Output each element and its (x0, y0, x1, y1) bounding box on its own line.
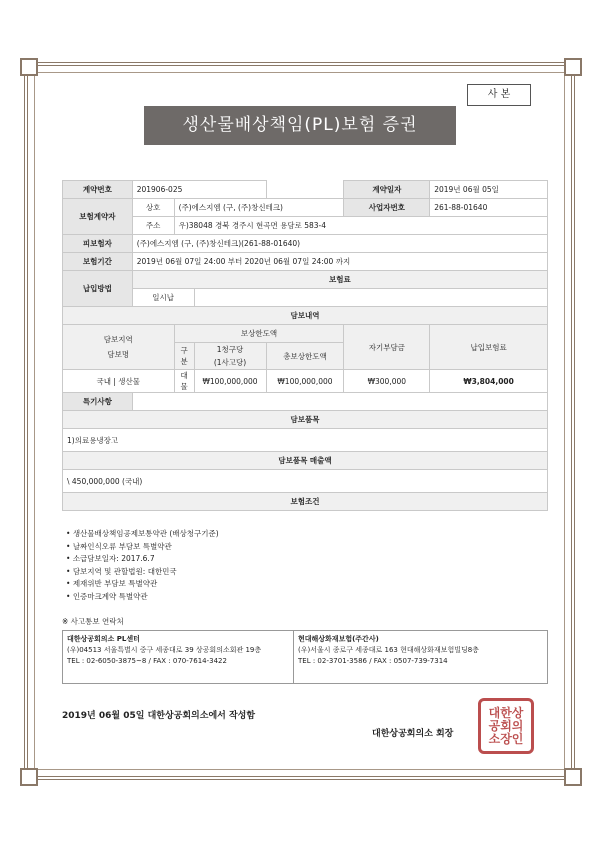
products-section-header: 담보품목 (63, 411, 548, 429)
contact-right-tel: TEL : 02-3701-3586 / FAX : 0507-739-7314 (298, 657, 448, 665)
contract-no-value: 201906-025 (132, 181, 266, 199)
contact-left-address: (우)04513 서울특별시 중구 세종대로 39 상공회의소회관 19층 (67, 646, 262, 654)
per-claim-value: ₩100,000,000 (194, 370, 266, 393)
contract-date-value: 2019년 06월 05일 (430, 181, 548, 199)
coverage-region-value: 국내 | 생산물 (63, 370, 175, 393)
deductible-value: ₩300,000 (344, 370, 430, 393)
contact-right-name: 현대해상화재보험(주간사) (298, 635, 379, 643)
total-limit-header: 총보상한도액 (266, 343, 344, 370)
contact-left-name: 대한상공회의소 PL센터 (67, 635, 140, 643)
premium-paid-header: 납입보험료 (430, 325, 548, 370)
corner-ornament (20, 58, 38, 76)
insured-label: 피보험자 (63, 235, 133, 253)
coverage-type-value: 대물 (174, 370, 194, 393)
policyholder-label: 보험계약자 (63, 199, 133, 235)
payment-method: 일시납 (132, 289, 194, 307)
document-title: 생산물배상책임(PL)보험 증권 (144, 106, 456, 145)
contract-no-label: 계약번호 (63, 181, 133, 199)
company-name-value: (주)에스지엠 (구, (주)창신테크) (174, 199, 344, 217)
contact-left-tel: TEL : 02-6050-3875~8 / FAX : 070-7614-3422 (67, 657, 227, 665)
contract-date-label: 계약일자 (344, 181, 430, 199)
condition-item: • 소급담보일자: 2017.6.7 (66, 553, 219, 566)
total-limit-value: ₩100,000,000 (266, 370, 344, 393)
contacts-title: ※ 사고통보 연락처 (62, 617, 124, 626)
coverage-region-header: 담보지역 담보명 (63, 325, 175, 370)
official-seal-stamp: 대한상공회의소장인 (478, 698, 534, 754)
biz-no-value: 261-88-01640 (430, 199, 548, 217)
copy-badge: 사 본 (467, 84, 531, 106)
contact-box-right (294, 630, 548, 684)
coverage-section-header: 담보내역 (63, 307, 548, 325)
product-item: 1)의료용냉장고 (63, 429, 548, 452)
premium-value: ₩3,804,000 (430, 370, 548, 393)
per-claim-header: 1청구당 (1사고당) (194, 343, 266, 370)
sales-value: \ 450,000,000 (국내) (63, 470, 548, 493)
condition-item: • 인증마크계약 특별약관 (66, 591, 219, 604)
address-label: 주소 (132, 217, 174, 235)
conditions-section-header: 보험조건 (63, 493, 548, 511)
deductible-header: 자기부담금 (344, 325, 430, 370)
contact-right-address: (우)서울시 종로구 세종대로 163 현대해상화재보험빌딩8층 (298, 646, 479, 654)
contract-row (63, 181, 548, 199)
condition-item: • 담보지역 및 관할법원: 대한민국 (66, 566, 219, 579)
signer-name: 대한상공회의소 회장 (372, 729, 454, 739)
limit-header: 보상한도액 (174, 325, 344, 343)
premium-header: 보험료 (132, 271, 547, 289)
corner-ornament (564, 58, 582, 76)
condition-item: • 날짜인식오류 부담보 특별약관 (66, 541, 219, 554)
condition-item: • 제재위반 부담보 특별약관 (66, 578, 219, 591)
condition-item: • 생산물배상책임공제보통약관 (배상청구기준) (66, 528, 219, 541)
period-label: 보험기간 (63, 253, 133, 271)
contact-box-left (62, 630, 294, 684)
policy-table (62, 180, 548, 511)
company-name-label: 상호 (132, 199, 174, 217)
corner-ornament (564, 768, 582, 786)
address-value: 우)38048 경북 경주시 현곡면 용담로 583-4 (174, 217, 547, 235)
type-header: 구분 (174, 343, 194, 370)
biz-no-label: 사업자번호 (344, 199, 430, 217)
conditions-list (66, 528, 219, 603)
period-value: 2019년 06월 07일 24:00 부터 2020년 06월 07일 24:00 까지 (132, 253, 547, 271)
issue-statement: 2019년 06월 05일 대한상공회의소에서 작성함 (62, 711, 256, 721)
corner-ornament (20, 768, 38, 786)
sales-section-header: 담보품목 매출액 (63, 452, 548, 470)
payment-label: 납입방법 (63, 271, 133, 307)
insured-value: (주)에스지엠 (구, (주)창신테크)(261-88-01640) (132, 235, 547, 253)
special-notes-label: 특기사항 (63, 393, 133, 411)
